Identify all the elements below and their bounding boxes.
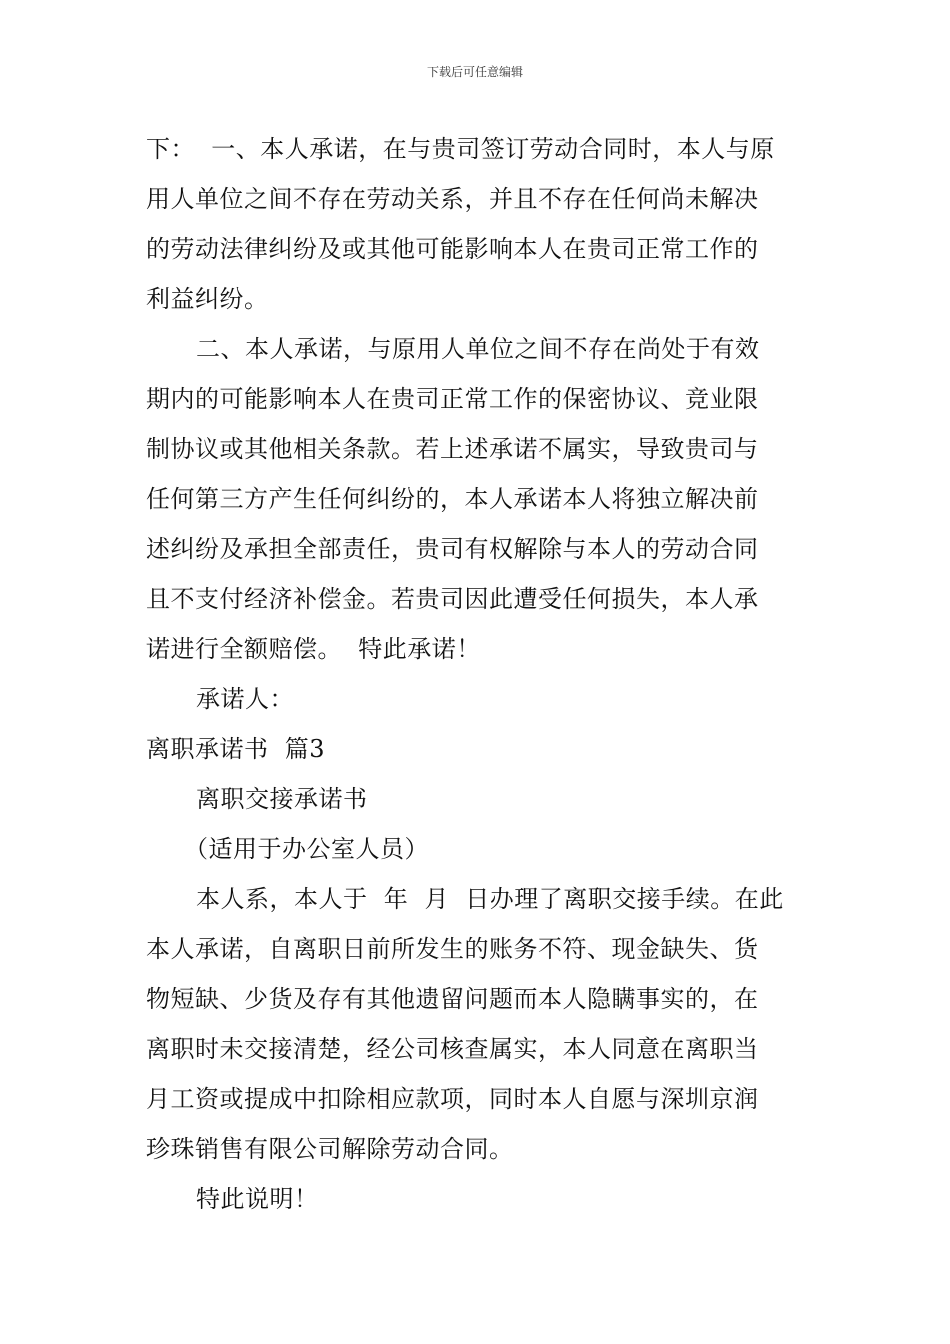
text-line: 珍珠销售有限公司解除劳动合同。: [146, 1135, 514, 1163]
text-line: 下： 一、本人承诺，在与贵司签订劳动合同时，本人与原: [146, 135, 775, 163]
page-header: 下载后可任意编辑: [426, 65, 523, 79]
text-line: 物短缺、少货及存有其他遗留问题而本人隐瞒事实的，在: [146, 985, 759, 1013]
text-line: 利益纠纷。: [146, 285, 269, 313]
text-line: 的劳动法律纠纷及或其他可能影响本人在贵司正常工作的: [146, 235, 759, 263]
text-line: 任何第三方产生任何纠纷的，本人承诺本人将独立解决前: [146, 485, 759, 513]
text-line: 本人系，本人于 年 月 日办理了离职交接手续。在此: [196, 885, 784, 913]
text-line: 离职时未交接清楚，经公司核查属实，本人同意在离职当: [146, 1035, 759, 1063]
document-title: 离职交接承诺书: [196, 785, 368, 813]
section-heading: 离职承诺书 篇3: [146, 735, 326, 763]
document-subtitle: （适用于办公室人员）: [184, 835, 429, 863]
text-line: 二、本人承诺，与原用人单位之间不存在尚处于有效: [196, 335, 760, 363]
closing-statement: 特此说明！: [196, 1185, 319, 1213]
text-line: 用人单位之间不存在劳动关系，并且不存在任何尚未解决: [146, 185, 759, 213]
text-line: 诺进行全额赔偿。 特此承诺！: [146, 635, 481, 663]
text-line: 且不支付经济补偿金。若贵司因此遭受任何损失，本人承: [146, 585, 759, 613]
text-line: 述纠纷及承担全部责任，贵司有权解除与本人的劳动合同: [146, 535, 759, 563]
text-line: 本人承诺，自离职日前所发生的账务不符、现金缺失、货: [146, 935, 759, 963]
signatory-label: 承诺人：: [196, 685, 294, 713]
text-line: 月工资或提成中扣除相应款项，同时本人自愿与深圳京润: [146, 1085, 759, 1113]
text-line: 期内的可能影响本人在贵司正常工作的保密协议、竞业限: [146, 385, 759, 413]
text-line: 制协议或其他相关条款。若上述承诺不属实，导致贵司与: [146, 435, 759, 463]
